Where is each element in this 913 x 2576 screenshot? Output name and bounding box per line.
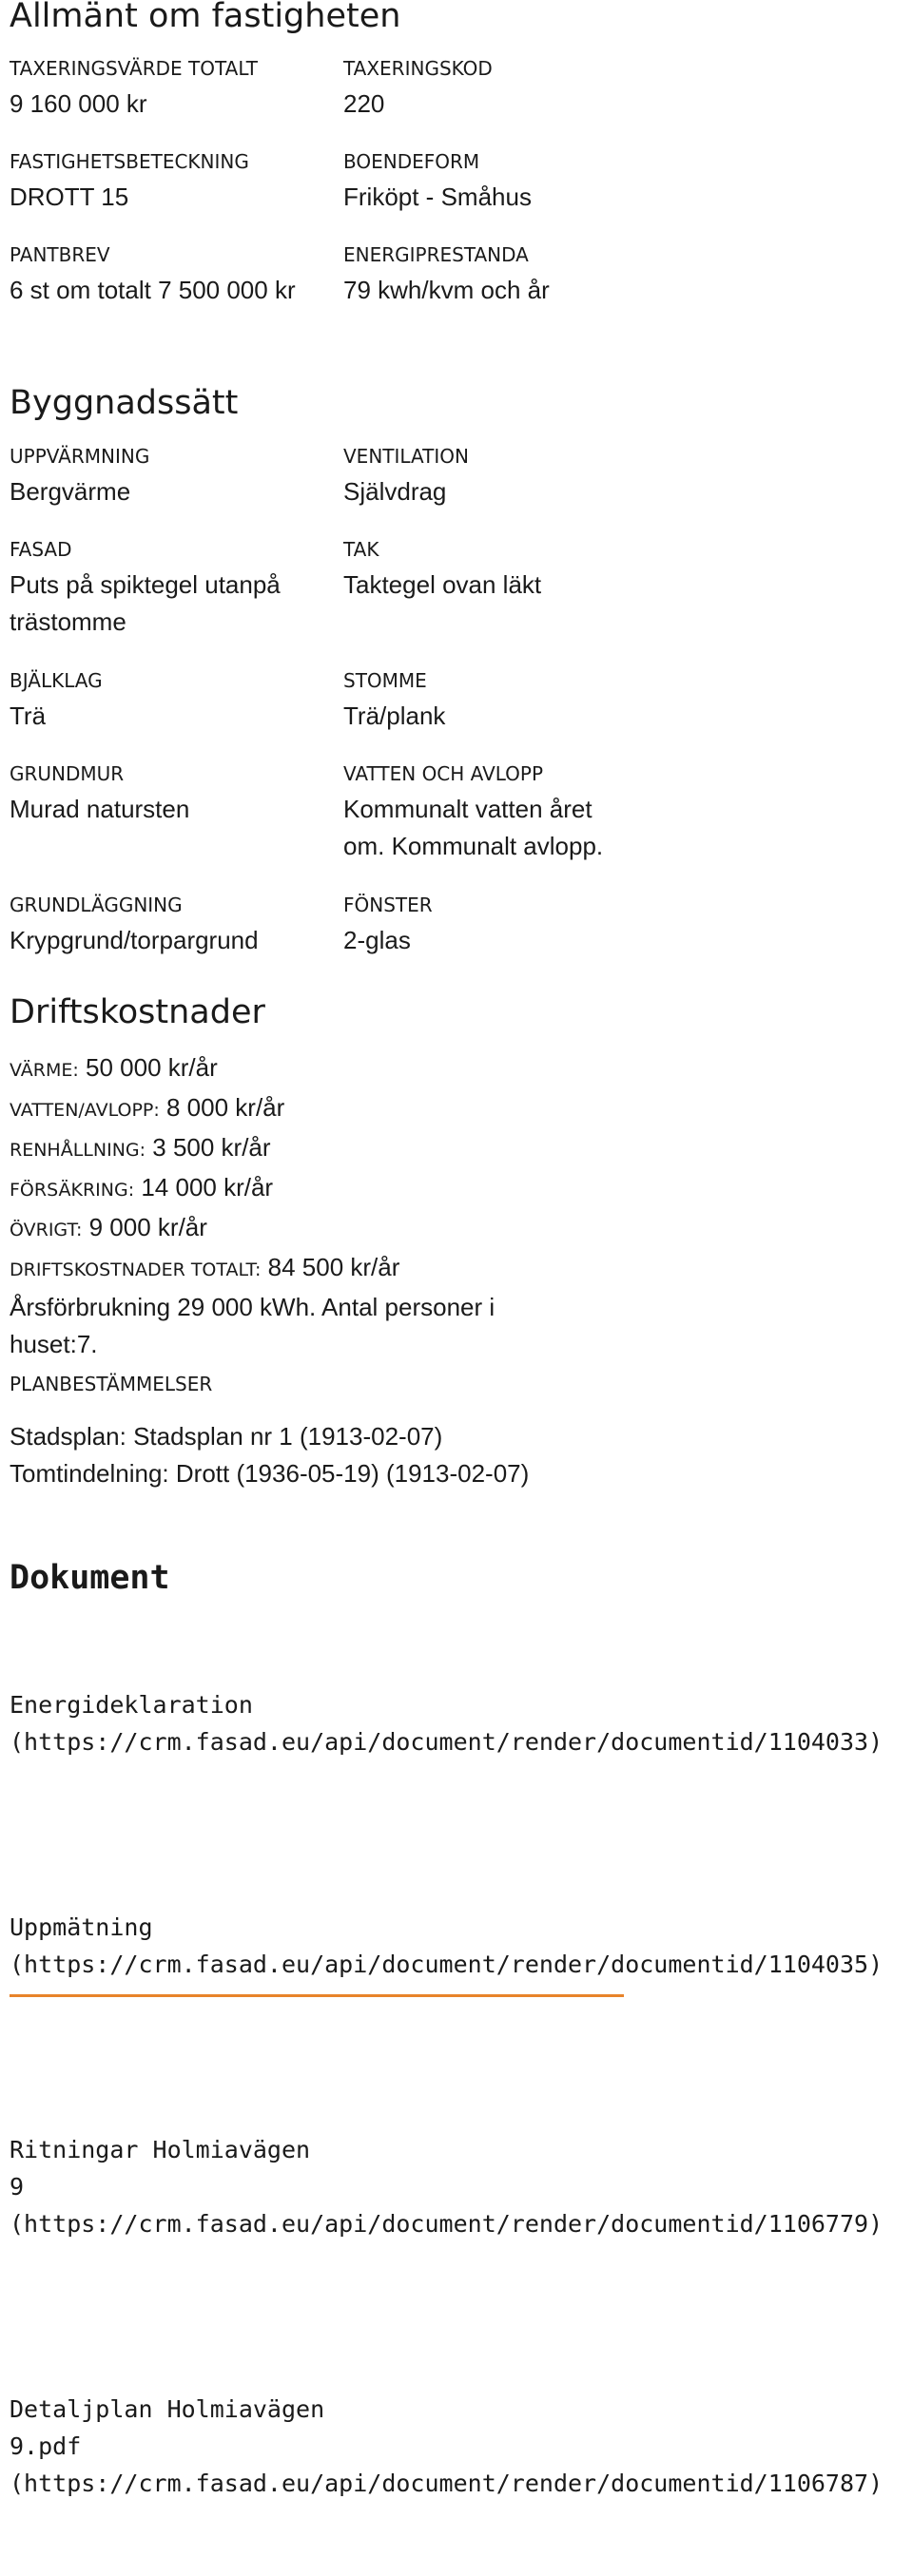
field-label: PANTBREV [10,243,110,266]
cost-value: 3 500 kr/år [152,1133,271,1162]
document-link-text: 9.pdf [10,2432,82,2460]
cost-value: 14 000 kr/år [141,1173,274,1201]
field-taxeringskod [343,55,743,129]
document-link-url: (https://crm.fasad.eu/api/document/render/documentid/1104033) [10,1728,884,1756]
document-link-uppmatning[interactable] [10,1835,913,2057]
field-value: Krypgrund/torpargrund [10,926,259,954]
field-label: FASTIGHETSBETECKNING [10,150,249,173]
building-section-title: Byggnadssätt [10,384,239,422]
field-value: Murad natursten [10,795,190,823]
cost-value: 84 500 kr/år [267,1253,400,1281]
cost-line-vatten-avlopp [10,1089,580,1129]
cost-label: RENHÅLLNING: [10,1140,146,1161]
field-grundlaggning [10,892,343,959]
field-label: BOENDEFORM [343,150,480,173]
general-section-title: Allmänt om fastigheten [10,0,401,35]
field-value: 6 st om totalt 7 500 000 kr [10,276,296,304]
cost-label: FÖRSÄKRING: [10,1180,135,1201]
cost-line-varme [10,1049,580,1089]
document-link-text: Ritningar Holmiavägen [10,2136,311,2163]
field-label: UPPVÄRMNING [10,445,150,468]
document-link-energideklaration[interactable] [10,1612,913,1835]
field-value: Bergvärme [10,477,131,506]
field-value: Trä [10,702,47,730]
general-right-column [343,55,743,328]
field-fasad [10,536,295,648]
field-value: DROTT 15 [10,183,129,211]
field-value: Trä/plank [343,702,446,730]
field-fonster [343,892,743,959]
bottom-divider [10,1994,624,1997]
costs-section-title: Driftskostnader [10,993,265,1031]
building-left-column [10,443,343,978]
cost-line-totalt [10,1249,580,1289]
costs-list [10,1049,580,1363]
general-left-column [10,55,343,328]
field-label: GRUNDMUR [10,762,125,785]
cost-label: VÄRME: [10,1060,79,1081]
cost-value: 9 000 kr/år [88,1213,207,1241]
cost-label: DRIFTSKOSTNADER TOTALT: [10,1259,262,1280]
field-grundmur [10,760,343,873]
field-value: 220 [343,89,385,118]
document-link-url: (https://crm.fasad.eu/api/document/render/documentid/1104035) [10,1951,884,1978]
field-value: Puts på spiktegel utanpå trästomme [10,570,281,636]
field-label: BJÄLKLAG [10,669,103,692]
document-link-text: Energideklaration [10,1691,253,1719]
documents-list [10,1612,913,2576]
field-ventilation [343,443,743,517]
field-label: VATTEN OCH AVLOPP [343,762,544,785]
building-right-column [343,443,743,978]
cost-value: 50 000 kr/år [86,1053,218,1082]
general-grid [10,55,743,328]
field-uppvarmning [10,443,343,517]
document-link-url: (https://crm.fasad.eu/api/document/render/documentid/1106787) [10,2470,884,2497]
plan-list [10,1418,770,1492]
plan-line-tomtindelning: Tomtindelning: Drott (1936-05-19) (1913-02-07) [10,1459,530,1488]
field-label: FÖNSTER [343,894,433,916]
document-link-ritningar[interactable] [10,2057,913,2316]
consumption-note-line-1: Årsförbrukning 29 000 kWh. Antal personer i [10,1293,495,1321]
field-label: TAXERINGSKOD [343,57,493,80]
document-link-text: Uppmätning [10,1913,153,1941]
field-boendeform [343,148,743,222]
field-label: VENTILATION [343,445,469,468]
field-value: Taktegel ovan läkt [343,570,542,599]
field-fastighetsbeteckning [10,148,343,222]
field-value: Friköpt - Småhus [343,183,532,211]
document-link-url: (https://crm.fasad.eu/api/document/render/documentid/1106779) [10,2210,884,2238]
field-label: STOMME [343,669,427,692]
field-value: 79 kwh/kvm och år [343,276,550,304]
plan-label: PLANBESTÄMMELSER [10,1373,213,1395]
document-link-text: Detaljplan Holmiavägen [10,2395,325,2423]
field-taxeringsvarde [10,55,343,129]
cost-line-forsakring [10,1169,580,1209]
field-tak [343,536,743,648]
plan-line-stadsplan: Stadsplan: Stadsplan nr 1 (1913-02-07) [10,1422,443,1451]
field-vatten-och-avlopp [343,760,638,873]
field-label: TAK [343,538,379,561]
cost-value: 8 000 kr/år [166,1093,285,1122]
field-value: Kommunalt vatten året om. Kommunalt avlopp. [343,795,604,860]
documents-section-title: Dokument [10,1559,170,1597]
field-energiprestanda [343,241,743,309]
field-value: Självdrag [343,477,447,506]
field-label: GRUNDLÄGGNING [10,894,183,916]
field-label: TAXERINGSVÄRDE TOTALT [10,57,258,80]
document-link-text: 9 [10,2173,25,2201]
cost-line-renhallning [10,1129,580,1169]
field-stomme [343,667,743,741]
building-grid [10,443,743,978]
field-pantbrev [10,241,304,309]
consumption-note-line-2: huset:7. [10,1330,98,1358]
field-value: 2-glas [343,926,411,954]
cost-line-ovrigt [10,1209,580,1249]
field-label: ENERGIPRESTANDA [343,243,529,266]
cost-label: ÖVRIGT: [10,1220,83,1240]
document-link-detaljplan[interactable] [10,2316,913,2576]
field-label: FASAD [10,538,72,561]
field-value: 9 160 000 kr [10,89,147,118]
field-bjalklag [10,667,343,741]
cost-label: VATTEN/AVLOPP: [10,1100,160,1121]
